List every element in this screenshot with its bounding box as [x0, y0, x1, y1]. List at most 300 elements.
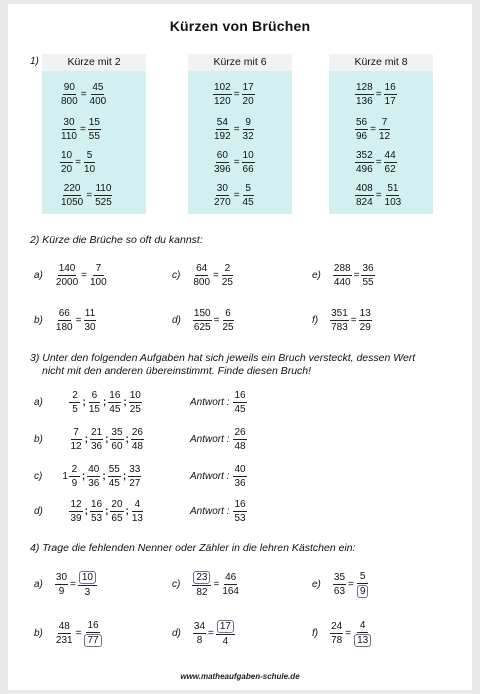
- equals-sign: =: [79, 124, 86, 135]
- fraction: [55, 263, 79, 288]
- answer-fraction: [233, 390, 246, 415]
- section-2-item: [172, 263, 234, 288]
- equals-sign: =: [233, 124, 240, 135]
- fraction: [361, 263, 374, 288]
- equals-sign: =: [75, 315, 82, 326]
- fraction-numerator: 11: [84, 308, 96, 319]
- fraction: [108, 390, 121, 415]
- equals-sign: =: [370, 124, 376, 135]
- fraction: [242, 117, 255, 142]
- separator: ;: [81, 471, 86, 482]
- box-1-header: Kürze mit 2: [42, 54, 146, 71]
- fraction-numerator: 30: [63, 117, 75, 128]
- fraction-denominator: 192: [214, 131, 231, 142]
- section-4-item: [34, 620, 103, 647]
- fraction-denominator: 65: [111, 513, 123, 524]
- fraction: [193, 621, 206, 646]
- fraction-numerator: 16: [90, 499, 103, 510]
- fraction-denominator: 48: [131, 441, 143, 452]
- fraction-denominator: 82: [196, 587, 208, 598]
- fraction: [384, 183, 403, 208]
- fraction: [69, 390, 80, 415]
- answer-box[interactable]: 9: [357, 585, 369, 598]
- fraction-denominator: 27: [129, 478, 141, 489]
- section-1-equation: [60, 117, 101, 142]
- fraction-denominator: 20: [242, 96, 254, 107]
- answer-fraction-denominator: 53: [234, 513, 246, 524]
- fraction: [110, 427, 123, 452]
- fraction-denominator: 800: [193, 277, 211, 288]
- fraction-denominator: 66: [242, 164, 254, 175]
- section-3-answer: [190, 499, 247, 524]
- item-label: d): [172, 315, 181, 326]
- box-3-header: Kürze mit 8: [329, 54, 433, 71]
- equals-sign: =: [75, 628, 82, 639]
- fraction: [221, 308, 234, 333]
- fraction-denominator: 440: [333, 277, 351, 288]
- fraction-denominator: 9: [71, 478, 78, 489]
- section-1-equation: [60, 183, 113, 208]
- fraction-numerator: 7: [379, 117, 390, 130]
- equals-sign: =: [233, 89, 240, 100]
- fraction: [192, 263, 211, 288]
- fraction-denominator: 20: [61, 164, 73, 175]
- fraction: [60, 183, 84, 208]
- fraction-denominator: 78: [331, 635, 343, 646]
- fraction-numerator: 54: [216, 117, 228, 128]
- equals-sign: =: [350, 315, 357, 326]
- fraction: [330, 308, 349, 333]
- fraction-denominator: [353, 633, 372, 647]
- fraction: [90, 499, 103, 524]
- equals-sign: =: [348, 579, 354, 590]
- section-3-answer: [190, 390, 247, 415]
- fraction-denominator: 4: [222, 636, 229, 647]
- fraction: [216, 620, 235, 647]
- section-4-heading: 4) Trage die fehlenden Nenner oder Zähler in die lehren Kästchen ein:: [30, 542, 356, 554]
- section-3-heading-line-2: nicht mit den anderen übereinstimmt. Finde diesen Bruch!: [42, 365, 312, 377]
- fraction-denominator: 9: [58, 586, 65, 597]
- fraction-numerator: 46: [225, 572, 237, 583]
- fraction: [78, 571, 97, 598]
- section-2-heading: 2) Kürze die Brüche so oft du kannst:: [30, 234, 203, 246]
- fraction-denominator: 231: [55, 635, 73, 646]
- fraction-denominator: 32: [242, 131, 254, 142]
- fraction: [88, 390, 101, 415]
- answer-fraction: [233, 464, 246, 489]
- answer-box[interactable]: 13: [354, 634, 371, 647]
- section-1-equation: [213, 183, 255, 208]
- fraction: [83, 150, 96, 175]
- fraction-numerator: 34: [193, 621, 206, 632]
- fraction-numerator: 7: [71, 427, 82, 440]
- fraction-denominator: 45: [108, 478, 120, 489]
- fraction-numerator: 60: [216, 150, 228, 161]
- fraction: [60, 150, 73, 175]
- fraction-denominator: 30: [84, 322, 96, 333]
- fraction-numerator: 90: [63, 82, 75, 93]
- equals-sign: =: [86, 190, 93, 201]
- fraction-numerator: 5: [243, 183, 254, 196]
- fraction-numerator: 35: [333, 572, 346, 583]
- fraction: [193, 308, 212, 333]
- fraction: [69, 427, 82, 452]
- fraction-numerator: [216, 620, 235, 635]
- fraction-denominator: 12: [70, 441, 82, 452]
- fraction-numerator: 48: [58, 621, 70, 632]
- answer-label: Antwort :: [190, 506, 230, 517]
- fraction-numerator: 6: [89, 390, 100, 403]
- item-label: e): [312, 579, 321, 590]
- box-2-header: Kürze mit 6: [188, 54, 292, 71]
- separator: ;: [123, 397, 127, 408]
- equals-sign: =: [353, 270, 360, 281]
- fraction-denominator: 120: [214, 96, 231, 107]
- answer-fraction-numerator: 40: [234, 464, 246, 475]
- separator: ;: [102, 397, 107, 408]
- answer-fraction-denominator: 45: [234, 404, 246, 415]
- fraction-denominator: 96: [356, 131, 368, 142]
- fraction-denominator: 136: [356, 96, 373, 107]
- fraction-numerator: 16: [87, 620, 99, 631]
- separator: ;: [122, 471, 127, 482]
- section-4-item: [172, 571, 240, 598]
- fraction-numerator: 4: [132, 499, 143, 512]
- fraction: [221, 263, 234, 288]
- fraction-denominator: 625: [193, 322, 211, 333]
- fraction-denominator: 800: [61, 96, 78, 107]
- fraction-denominator: 180: [55, 322, 73, 333]
- fraction: [88, 117, 101, 142]
- fraction: [55, 621, 74, 646]
- fraction-numerator: 12: [70, 499, 82, 510]
- fraction-numerator: 2: [222, 263, 233, 276]
- separator: ;: [125, 506, 129, 517]
- fraction-numerator: 45: [92, 82, 104, 93]
- answer-fraction-denominator: 36: [234, 478, 246, 489]
- fraction: [69, 464, 80, 489]
- fraction: [333, 263, 352, 288]
- section-1-equation: [213, 150, 255, 175]
- fraction-numerator: 352: [356, 150, 373, 161]
- fraction-numerator: 55: [108, 464, 120, 475]
- fraction-numerator: 66: [58, 308, 70, 319]
- fraction-denominator: 17: [384, 96, 396, 107]
- section-1-equation: [60, 82, 107, 107]
- equals-sign: =: [213, 270, 219, 281]
- answer-label: Antwort :: [190, 397, 230, 408]
- fraction: [359, 308, 372, 333]
- answer-label: Antwort :: [190, 434, 230, 445]
- fraction: [55, 308, 74, 333]
- section-3-row: [34, 427, 144, 452]
- footer-url: www.matheaufgaben-schule.de: [180, 672, 300, 681]
- fraction-numerator: 26: [131, 427, 143, 438]
- fraction-numerator: 21: [90, 427, 103, 438]
- fraction-numerator: 16: [109, 390, 121, 401]
- fraction-numerator: 30: [216, 183, 228, 194]
- fraction-denominator: [83, 633, 102, 647]
- equals-sign: =: [233, 190, 240, 201]
- answer-fraction: [233, 427, 246, 452]
- fraction: [213, 82, 232, 107]
- fraction: [55, 572, 68, 597]
- fraction: [131, 427, 144, 452]
- fraction-denominator: 25: [221, 277, 233, 288]
- section-3-row: [34, 390, 142, 415]
- fraction-numerator: 408: [356, 183, 373, 194]
- fraction-numerator: 5: [84, 150, 95, 163]
- item-label: d): [34, 506, 43, 517]
- item-label: a): [34, 397, 43, 408]
- fraction: [213, 117, 232, 142]
- fraction: [89, 82, 108, 107]
- equals-sign: =: [70, 579, 76, 590]
- section-1-equation: [213, 117, 255, 142]
- section-3-heading-line-1: 3) Unter den folgenden Aufgaben hat sich jeweils ein Bruch versteckt, dessen Wert: [30, 352, 416, 364]
- fraction-denominator: 2000: [55, 277, 79, 288]
- fraction: [83, 620, 102, 647]
- fraction: [355, 150, 374, 175]
- fraction: [330, 621, 343, 646]
- fraction-numerator: 56: [356, 117, 368, 128]
- fraction-denominator: 15: [88, 404, 100, 415]
- fraction: [355, 117, 368, 142]
- fraction-numerator: 13: [359, 308, 371, 319]
- fraction-denominator: 60: [111, 441, 123, 452]
- section-4-item: [312, 571, 369, 598]
- section-2-item: [34, 263, 108, 288]
- section-1-equation: [60, 150, 96, 175]
- item-label: c): [172, 579, 181, 590]
- answer-box[interactable]: 23: [193, 571, 210, 584]
- answer-box[interactable]: 77: [84, 634, 101, 647]
- fraction: [87, 464, 100, 489]
- fraction-denominator: 10: [83, 164, 96, 175]
- section-3-row: [34, 464, 141, 489]
- fraction-denominator: 100: [90, 277, 107, 288]
- section-4-item: [172, 620, 235, 647]
- fraction-numerator: 140: [58, 263, 76, 274]
- equals-sign: =: [213, 315, 220, 326]
- item-label: c): [172, 270, 181, 281]
- fraction-numerator: 44: [384, 150, 396, 161]
- item-label: f): [312, 628, 319, 639]
- answer-box[interactable]: 10: [79, 571, 96, 584]
- equals-sign: =: [375, 89, 382, 100]
- fraction-numerator: 33: [129, 464, 141, 475]
- item-label: b): [34, 628, 43, 639]
- fraction-denominator: 1050: [61, 197, 84, 208]
- fraction: [128, 464, 141, 489]
- fraction: [108, 464, 121, 489]
- fraction-numerator: 351: [331, 308, 348, 319]
- fraction-denominator: 25: [222, 322, 234, 333]
- answer-fraction-denominator: 48: [234, 441, 246, 452]
- section-2-item: [34, 308, 97, 333]
- fraction-numerator: 128: [356, 82, 373, 93]
- fraction-numerator: [78, 571, 97, 586]
- fraction: [242, 82, 255, 107]
- equals-sign: =: [75, 157, 81, 168]
- section-1-equation: [355, 183, 402, 208]
- answer-box[interactable]: 17: [217, 620, 234, 633]
- fraction-numerator: 64: [196, 263, 208, 274]
- answer-fraction-numerator: 16: [234, 499, 246, 510]
- section-2-item: [312, 308, 372, 333]
- item-label: a): [34, 270, 43, 281]
- section-1-equation: [355, 82, 397, 107]
- fraction: [384, 82, 397, 107]
- separator: ;: [84, 506, 88, 517]
- fraction-denominator: 62: [384, 164, 396, 175]
- fraction: [129, 390, 142, 415]
- answer-fraction: [233, 499, 246, 524]
- equals-sign: =: [233, 157, 240, 168]
- fraction: [131, 499, 144, 524]
- fraction: [83, 308, 96, 333]
- section-4-item: [34, 571, 97, 598]
- separator: ;: [105, 506, 109, 517]
- item-label: b): [34, 315, 43, 326]
- fraction-denominator: 55: [88, 131, 100, 142]
- section-1-equation: [213, 82, 255, 107]
- fraction: [333, 572, 346, 597]
- fraction-numerator: 220: [63, 183, 81, 194]
- fraction-denominator: 8: [196, 635, 203, 646]
- fraction-numerator: 15: [88, 117, 100, 128]
- fraction-denominator: 783: [331, 322, 348, 333]
- separator: ;: [105, 434, 109, 445]
- fraction-numerator: 40: [88, 464, 100, 475]
- fraction-numerator: 20: [111, 499, 123, 510]
- fraction-numerator: 24: [331, 621, 343, 632]
- fraction-numerator: 4: [357, 620, 368, 633]
- answer-fraction-numerator: 16: [234, 390, 246, 401]
- fraction-numerator: 5: [357, 571, 368, 584]
- fraction: [69, 499, 82, 524]
- fraction-denominator: 53: [90, 513, 103, 524]
- answer-fraction-numerator: 26: [234, 427, 246, 438]
- item-label: f): [312, 315, 319, 326]
- fraction-denominator: 270: [214, 197, 231, 208]
- fraction: [221, 572, 240, 597]
- fraction-denominator: 396: [214, 164, 231, 175]
- fraction-denominator: 13: [131, 513, 143, 524]
- fraction-denominator: 400: [89, 96, 107, 107]
- fraction-numerator: 150: [193, 308, 211, 319]
- separator: ;: [125, 434, 129, 445]
- fraction-denominator: 110: [61, 131, 77, 142]
- fraction-denominator: 525: [95, 197, 112, 208]
- fraction-numerator: 102: [214, 82, 231, 93]
- section-2-item: [312, 263, 375, 288]
- separator: ;: [82, 397, 86, 408]
- fraction-denominator: 39: [70, 513, 82, 524]
- fraction-denominator: 25: [129, 404, 141, 415]
- fraction-numerator: 36: [362, 263, 374, 274]
- fraction: [353, 620, 372, 647]
- fraction-numerator: 7: [93, 263, 104, 276]
- fraction-denominator: 29: [359, 322, 371, 333]
- fraction-numerator: 10: [61, 150, 73, 161]
- fraction-numerator: 110: [95, 183, 112, 194]
- fraction-denominator: 5: [72, 404, 78, 415]
- equals-sign: =: [81, 270, 87, 281]
- fraction-numerator: 10: [129, 390, 141, 401]
- fraction-denominator: 103: [384, 197, 402, 208]
- section-3-answer: [190, 427, 247, 452]
- fraction: [355, 183, 374, 208]
- item-label: c): [34, 471, 43, 482]
- fraction-numerator: 10: [242, 150, 254, 161]
- fraction-numerator: 51: [387, 183, 399, 194]
- fraction-numerator: [192, 571, 211, 586]
- fraction-denominator: 63: [333, 586, 346, 597]
- section-3-answer: [190, 464, 247, 489]
- fraction-numerator: 30: [55, 572, 68, 583]
- equals-sign: =: [375, 190, 382, 201]
- equals-sign: =: [375, 157, 382, 168]
- fraction-denominator: 164: [222, 586, 239, 597]
- fraction-numerator: 16: [384, 82, 396, 93]
- fraction: [242, 150, 255, 175]
- item-label: a): [34, 579, 43, 590]
- section-1-equation: [355, 117, 391, 142]
- fraction-numerator: 288: [333, 263, 351, 274]
- fraction-numerator: 17: [242, 82, 254, 93]
- fraction: [213, 150, 232, 175]
- separator: ;: [102, 471, 106, 482]
- fraction: [242, 183, 255, 208]
- section-1-equation: [355, 150, 397, 175]
- equals-sign: =: [208, 628, 214, 639]
- separator: ;: [84, 434, 88, 445]
- fraction: [384, 150, 397, 175]
- fraction: [94, 183, 113, 208]
- whole-number: 1: [62, 471, 68, 482]
- fraction-numerator: 6: [223, 308, 234, 321]
- fraction: [356, 571, 370, 598]
- fraction-denominator: 55: [362, 277, 374, 288]
- item-label: b): [34, 434, 43, 445]
- fraction-denominator: 36: [88, 478, 100, 489]
- section-1-number: 1): [30, 56, 39, 67]
- equals-sign: =: [213, 579, 220, 590]
- equals-sign: =: [345, 628, 352, 639]
- section-4-item: [312, 620, 372, 647]
- fraction-numerator: 35: [111, 427, 123, 438]
- fraction: [213, 183, 232, 208]
- fraction: [192, 571, 211, 598]
- fraction-denominator: 3: [84, 587, 91, 598]
- fraction: [60, 117, 78, 142]
- fraction-denominator: [356, 584, 370, 598]
- fraction: [60, 82, 79, 107]
- fraction-denominator: 824: [356, 197, 373, 208]
- fraction-denominator: 36: [90, 441, 103, 452]
- fraction: [355, 82, 374, 107]
- page-title: Kürzen von Brüchen: [169, 18, 311, 34]
- fraction-numerator: 9: [243, 117, 254, 130]
- fraction-denominator: 45: [109, 404, 121, 415]
- item-label: e): [312, 270, 321, 281]
- answer-label: Antwort :: [190, 471, 230, 482]
- fraction: [110, 499, 123, 524]
- fraction-denominator: 12: [378, 131, 391, 142]
- fraction-denominator: 45: [242, 197, 254, 208]
- section-2-item: [172, 308, 235, 333]
